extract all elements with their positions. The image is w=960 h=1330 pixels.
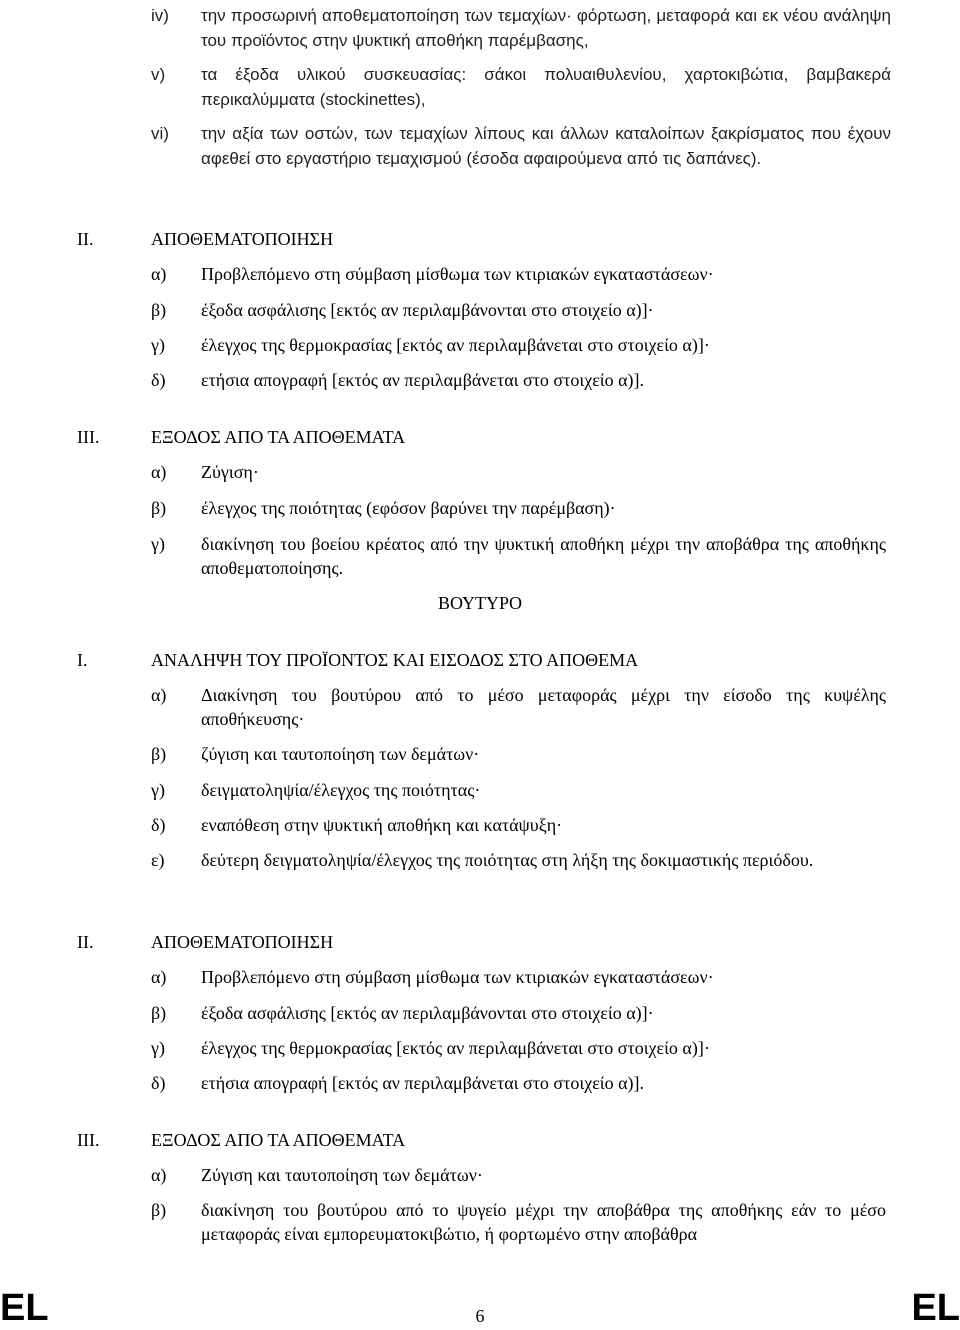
section-number: II. (77, 229, 94, 249)
item-label: α) (151, 1165, 167, 1185)
item-label: β) (151, 300, 167, 320)
item-label: δ) (151, 815, 166, 835)
list-item-label: v) (151, 65, 166, 84)
list-item (151, 121, 891, 171)
item-text: Προβλεπόμενο στη σύμβαση μίσθωμα των κτιριακών εγκαταστάσεων· (201, 967, 714, 987)
item-text: Διακίνηση του βουτύρου από το μέσο μεταφοράς μέχρι την είσοδο της κυψέλης αποθήκευσης· (201, 685, 886, 729)
item-text: διακίνηση του βοείου κρέατος από την ψυκτική αποθήκη μέχρι την αποβάθρα της αποθήκης αποθεματοποίησης. (201, 534, 886, 578)
item-text: έλεγχος της θερμοκρασίας [εκτός αν περιλαμβάνεται στο στοιχείο α)]· (201, 335, 710, 355)
list-item (151, 813, 886, 837)
list-item (151, 262, 886, 286)
list-item (151, 1198, 886, 1246)
list-item (151, 848, 886, 872)
list-item-label: vi) (151, 124, 169, 143)
item-label: α) (151, 462, 167, 482)
list-item (151, 298, 886, 322)
list-item (151, 1001, 886, 1025)
item-text: ετήσια απογραφή [εκτός αν περιλαμβάνεται στο στοιχείο α)]. (201, 370, 645, 390)
item-label: β) (151, 1200, 167, 1220)
list-item (151, 1036, 886, 1060)
list-item (151, 460, 886, 484)
section-title: ΑΝΑΛΗΨΗ ΤΟΥ ΠΡΟΪΟΝΤΟΣ ΚΑΙ ΕΙΣΟΔΟΣ ΣΤΟ ΑΠΟΘΕΜΑ (151, 650, 639, 670)
item-label: δ) (151, 370, 166, 390)
item-text: διακίνηση του βουτύρου από το ψυγείο μέχρι την αποβάθρα της αποθήκης εάν το μέσο μεταφοράς είναι εμπορευματοκιβώτιο, ή φορτωμένο στην αποβάθρα (201, 1200, 886, 1244)
item-text: δειγματοληψία/έλεγχος της ποιότητας· (201, 780, 481, 800)
list-item (151, 778, 886, 802)
list-item (151, 62, 891, 112)
page-number: 6 (475, 1306, 485, 1326)
item-label: γ) (151, 335, 165, 355)
list-item (151, 1071, 886, 1095)
item-label: β) (151, 744, 167, 764)
footer-language-left: EL (0, 1287, 49, 1329)
item-text: Προβλεπόμενο στη σύμβαση μίσθωμα των κτιριακών εγκαταστάσεων· (201, 264, 714, 284)
item-text: έλεγχος της θερμοκρασίας [εκτός αν περιλαμβάνεται στο στοιχείο α)]· (201, 1038, 710, 1058)
section-title: ΕΞΟΔΟΣ ΑΠΟ ΤΑ ΑΠΟΘΕΜΑΤΑ (151, 1130, 406, 1150)
list-item-text: τα έξοδα υλικού συσκευασίας: σάκοι πολυαιθυλενίου, χαρτοκιβώτια, βαμβακερά περικαλύμματα (stockinettes), (201, 65, 891, 109)
item-text: δεύτερη δειγματοληψία/έλεγχος της ποιότητας στη λήξη της δοκιμαστικής περιόδου. (201, 850, 814, 870)
list-item (151, 3, 891, 53)
footer-language-right: EL (911, 1287, 960, 1329)
section-number: III. (77, 1130, 100, 1150)
item-text: έξοδα ασφάλισης [εκτός αν περιλαμβάνονται στο στοιχείο α)]· (201, 1003, 654, 1023)
item-label: β) (151, 498, 167, 518)
item-text: εναπόθεση στην ψυκτική αποθήκη και κατάψυξη· (201, 815, 563, 835)
list-item (151, 965, 886, 989)
list-item-text: την προσωρινή αποθεματοποίηση των τεμαχίων· φόρτωση, μεταφορά και εκ νέου ανάληψη του προϊόντος στην ψυκτική αποθήκη παρέμβασης, (201, 6, 891, 50)
item-label: β) (151, 1003, 167, 1023)
list-item-text: την αξία των οστών, των τεμαχίων λίπους και άλλων καταλοίπων ξακρίσματος που έχουν αφεθεί στο εργαστήριο τεμαχισμού (έσοδα αφαιρούμενα από τις δαπάνες). (201, 124, 891, 168)
section-number: III. (77, 427, 100, 447)
list-item (151, 496, 886, 520)
item-text: έλεγχος της ποιότητας (εφόσον βαρύνει την παρέμβαση)· (201, 498, 616, 518)
section-number: II. (77, 932, 94, 952)
list-item (151, 1163, 886, 1187)
section-number: I. (77, 650, 88, 670)
list-item (151, 742, 886, 766)
item-text: Ζύγιση· (201, 462, 259, 482)
list-item (151, 683, 886, 731)
list-item (151, 368, 886, 392)
section-title: ΑΠΟΘΕΜΑΤΟΠΟΙΗΣΗ (151, 932, 334, 952)
item-text: έξοδα ασφάλισης [εκτός αν περιλαμβάνονται στο στοιχείο α)]· (201, 300, 654, 320)
item-label: δ) (151, 1073, 166, 1093)
item-text: ετήσια απογραφή [εκτός αν περιλαμβάνεται στο στοιχείο α)]. (201, 1073, 645, 1093)
item-label: γ) (151, 534, 165, 554)
list-item (151, 532, 886, 580)
list-item-label: iv) (151, 6, 169, 25)
butter-heading: ΒΟΥΤΥΡΟ (437, 593, 523, 613)
item-text: ζύγιση και ταυτοποίηση των δεμάτων· (201, 744, 480, 764)
item-text: Ζύγιση και ταυτοποίηση των δεμάτων· (201, 1165, 483, 1185)
section-title: ΑΠΟΘΕΜΑΤΟΠΟΙΗΣΗ (151, 229, 334, 249)
item-label: ε) (151, 850, 165, 870)
section-title: ΕΞΟΔΟΣ ΑΠΟ ΤΑ ΑΠΟΘΕΜΑΤΑ (151, 427, 406, 447)
list-item (151, 333, 886, 357)
item-label: γ) (151, 1038, 165, 1058)
item-label: α) (151, 967, 167, 987)
item-label: α) (151, 685, 167, 705)
item-label: α) (151, 264, 167, 284)
item-label: γ) (151, 780, 165, 800)
